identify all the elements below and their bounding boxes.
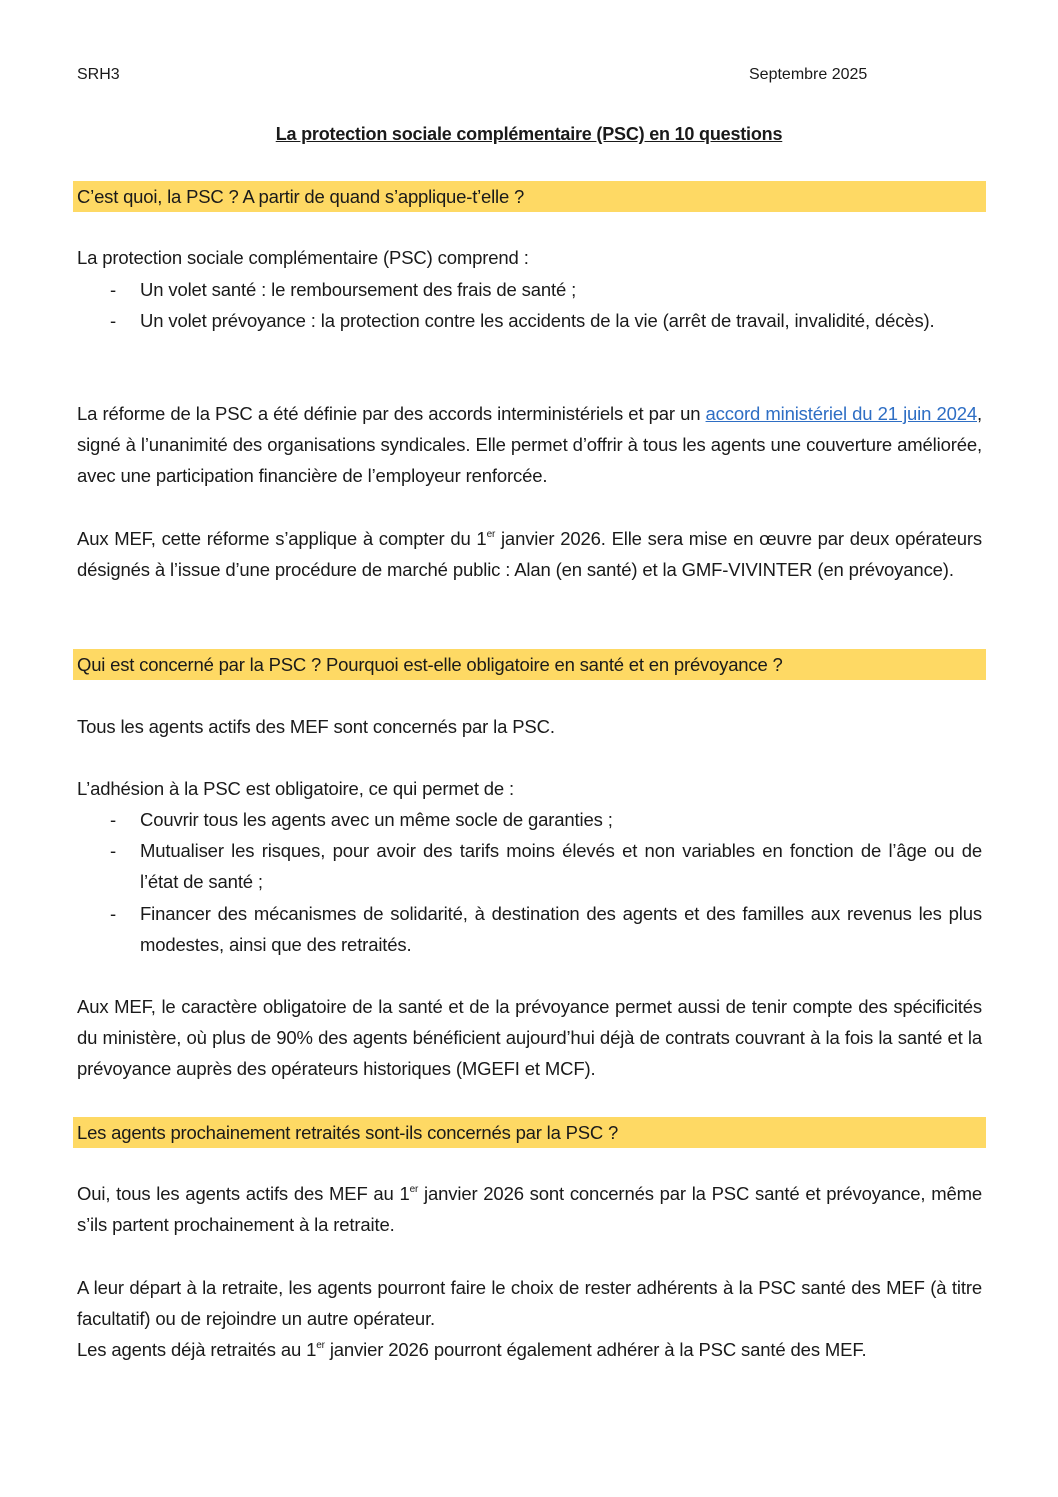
superscript: er — [316, 1340, 325, 1351]
text-run: Aux MEF, cette réforme s’applique à compter du 1 — [77, 528, 487, 549]
bullet-dash: - — [110, 279, 117, 300]
section2-paragraph-concerned: Tous les agents actifs des MEF sont concernés par la PSC. — [77, 716, 555, 737]
section3-paragraph-retired — [77, 1334, 982, 1365]
accord-ministeriel-link[interactable]: accord ministériel du 21 juin 2024 — [705, 403, 977, 424]
header-service-code: SRH3 — [77, 66, 120, 83]
text-run: janvier 2026 pourront également adhérer à la PSC santé des MEF. — [324, 1339, 867, 1360]
document-title: La protection sociale complémentaire (PSC) en 10 questions — [275, 124, 783, 144]
question-heading-2: Qui est concerné par la PSC ? Pourquoi est-elle obligatoire en santé et en prévoyance ? — [73, 649, 986, 680]
question-heading-1: C’est quoi, la PSC ? A partir de quand s’applique-t’elle ? — [73, 181, 986, 212]
list-item-text: Un volet prévoyance : la protection contre les accidents de la vie (arrêt de travail, invalidité, décès). — [140, 310, 935, 331]
text-run: janvier 2026 sont concernés par la PSC santé et prévoyance, même s’ils partent prochainement à la retraite. — [77, 1183, 982, 1236]
list-item-text: Un volet santé : le remboursement des frais de santé ; — [140, 279, 577, 300]
section1-paragraph-mef — [77, 523, 982, 585]
bullet-dash: - — [110, 310, 117, 331]
section1-paragraph-reform — [77, 398, 982, 492]
superscript: er — [486, 529, 496, 540]
header-date: Septembre 2025 — [749, 66, 868, 83]
bullet-dash: - — [110, 903, 117, 924]
bullet-dash: - — [110, 809, 117, 830]
list-item-text: Couvrir tous les agents avec un même socle de garanties ; — [140, 809, 613, 830]
question-heading-3: Les agents prochainement retraités sont-ils concernés par la PSC ? — [73, 1117, 986, 1148]
section3-paragraph-departure: A leur départ à la retraite, les agents pourront faire le choix de rester adhérents à la PSC santé des MEF (à titre facultatif) ou de rejoindre un autre opérateur. — [77, 1277, 982, 1330]
section2-paragraph-obligation: Aux MEF, le caractère obligatoire de la santé et de la prévoyance permet aussi de tenir compte des spécificités du ministère, où plus de 90% des agents bénéficient aujourd’hui déjà de contrats couvrant à la fois la santé et la prévoyance auprès des opérateurs historiques (MGEFI et MCF). — [77, 996, 982, 1080]
section3-paragraph-yes — [77, 1178, 982, 1240]
text-run: Oui, tous les agents actifs des MEF au 1 — [77, 1183, 410, 1204]
section2-intro: L’adhésion à la PSC est obligatoire, ce qui permet de : — [77, 778, 515, 799]
list-item-text: Mutualiser les risques, pour avoir des tarifs moins élevés et non variables en fonction de l’âge ou de l’état de santé ; — [140, 840, 982, 893]
text-run: janvier 2026. Elle sera mise en œuvre par deux opérateurs désignés à l’issue d’une procédure de marché public : Alan (en santé) et la GMF-VIVINTER (en prévoyance). — [77, 528, 982, 581]
bullet-dash: - — [110, 840, 117, 861]
text-run: , signé à l’unanimité des organisations syndicales. Elle permet d’offrir à tous les agents une couverture améliorée, avec une participation financière de l’employeur renforcée. — [77, 403, 982, 487]
superscript: er — [409, 1184, 419, 1195]
list-item-text: Financer des mécanismes de solidarité, à destination des agents et des familles aux revenus les plus modestes, ainsi que des retraités. — [140, 903, 982, 956]
text-run: La réforme de la PSC a été définie par des accords interministériels et par un — [77, 403, 706, 424]
text-run: Les agents déjà retraités au 1 — [77, 1339, 317, 1360]
section1-intro: La protection sociale complémentaire (PSC) comprend : — [77, 247, 529, 268]
